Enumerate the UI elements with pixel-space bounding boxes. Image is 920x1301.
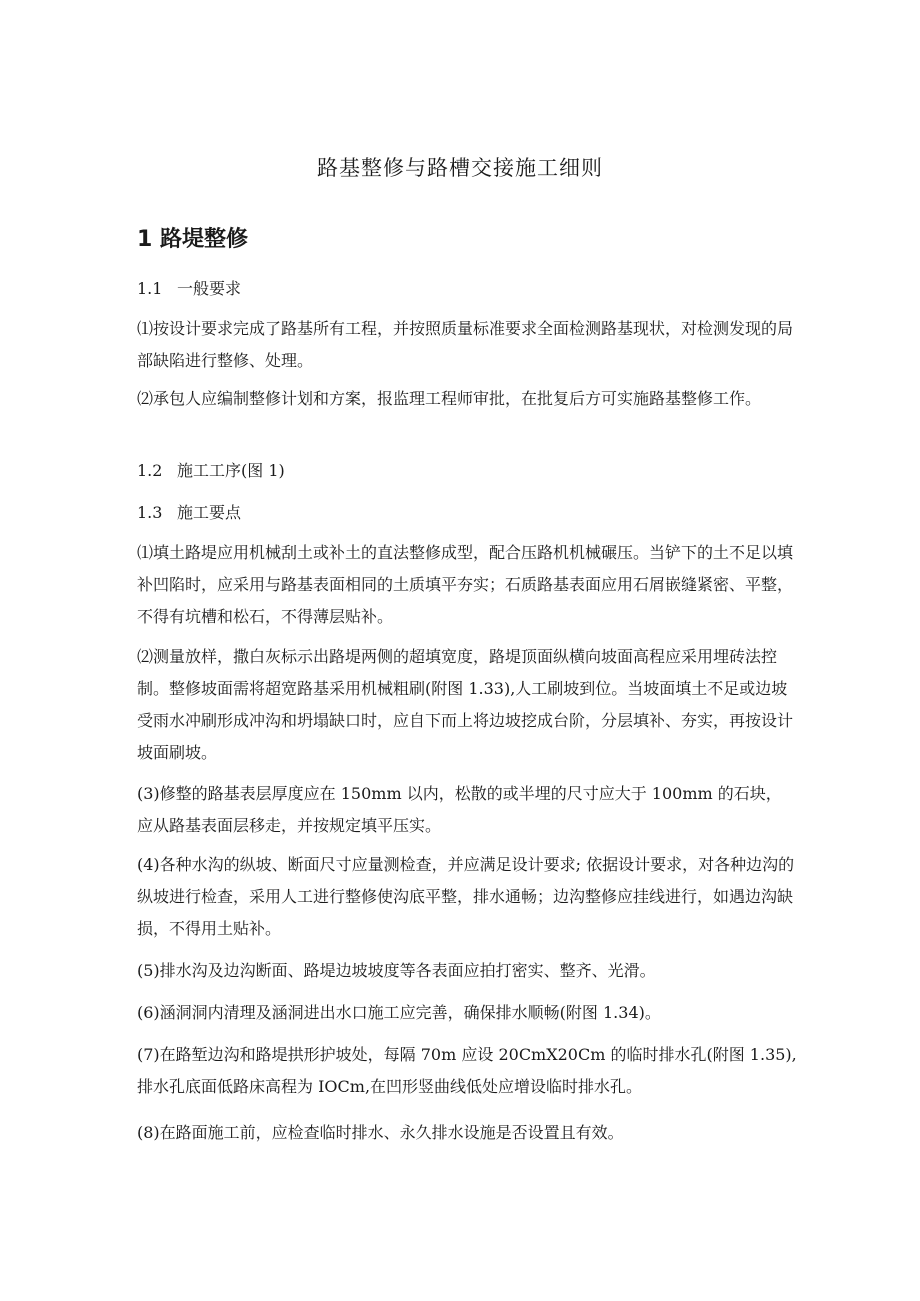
subsection-1-3	[137, 497, 797, 529]
subsection-number: 1.1	[137, 279, 163, 298]
paragraph-6: (4)各种水沟的纵坡、断面尺寸应量测检查，并应满足设计要求; 依据设计要求，对各种边沟的纵坡进行检查，采用人工进行整修使沟底平整，排水通畅；边沟整修应挂线进行，如遇边沟缺损，不得用土贴补。	[137, 855, 795, 938]
paragraph-4: ⑵测量放样，撒白灰标示出路堤两侧的超填宽度，路堤顶面纵横向坡面高程应采用埋砖法控制。整修坡面需将超宽路基采用机械粗刷(附图 1.33),人工刷坡到位。当坡面填土不足或边坡受雨水冲刷形成冲沟和坍塌缺口时，应自下而上将边坡挖成台阶，分层填补、夯实，再按设计坡面刷坡。	[137, 647, 794, 762]
paragraph-9: (7)在路堑边沟和路堤拱形护坡处，每隔 70m 应设 20CmX20Cm 的临时排水孔(附图 1.35),排水孔底面低路床高程为 IOCm,在凹形竖曲线低处应增设临时排水孔。	[137, 1045, 797, 1096]
paragraph-3: ⑴填土路堤应用机械刮土或补土的直法整修成型，配合压路机机械碾压。当铲下的土不足以填补凹陷时，应采用与路基表面相同的土质填平夯实；石质路基表面应用石屑嵌缝紧密、平整，不得有坑槽和松石，不得薄层贴补。	[137, 543, 794, 626]
subsection-1-2	[137, 455, 797, 487]
paragraph-1: ⑴按设计要求完成了路基所有工程，并按照质量标准要求全面检测路基现状，对检测发现的局部缺陷进行整修、处理。	[137, 319, 794, 370]
subsection-title: 一般要求	[177, 279, 242, 298]
paragraph-8: (6)涵洞洞内清理及涵洞进出水口施工应完善，确保排水顺畅(附图 1.34)。	[137, 1003, 661, 1022]
subsection-title: 施工工序(图 1)	[177, 461, 285, 480]
subsection-number: 1.3	[137, 503, 163, 522]
paragraph-10: (8)在路面施工前，应检查临时排水、永久排水设施是否设置且有效。	[137, 1123, 624, 1142]
subsection-title: 施工要点	[177, 503, 242, 522]
paragraph-2: ⑵承包人应编制整修计划和方案，报监理工程师审批，在批复后方可实施路基整修工作。	[137, 389, 762, 408]
document-title: 路基整修与路槽交接施工细则	[317, 156, 603, 180]
section-heading-1: 1 路堤整修	[137, 227, 248, 252]
subsection-number: 1.2	[137, 461, 163, 480]
paragraph-5: (3)修整的路基表层厚度应在 150mm 以内，松散的或半埋的尺寸应大于 100mm 的石块，应从路基表面层移走，并按规定填平压实。	[137, 784, 782, 835]
paragraph-7: (5)排水沟及边沟断面、路堤边坡坡度等各表面应拍打密实、整齐、光滑。	[137, 961, 656, 980]
subsection-1-1	[137, 273, 797, 305]
